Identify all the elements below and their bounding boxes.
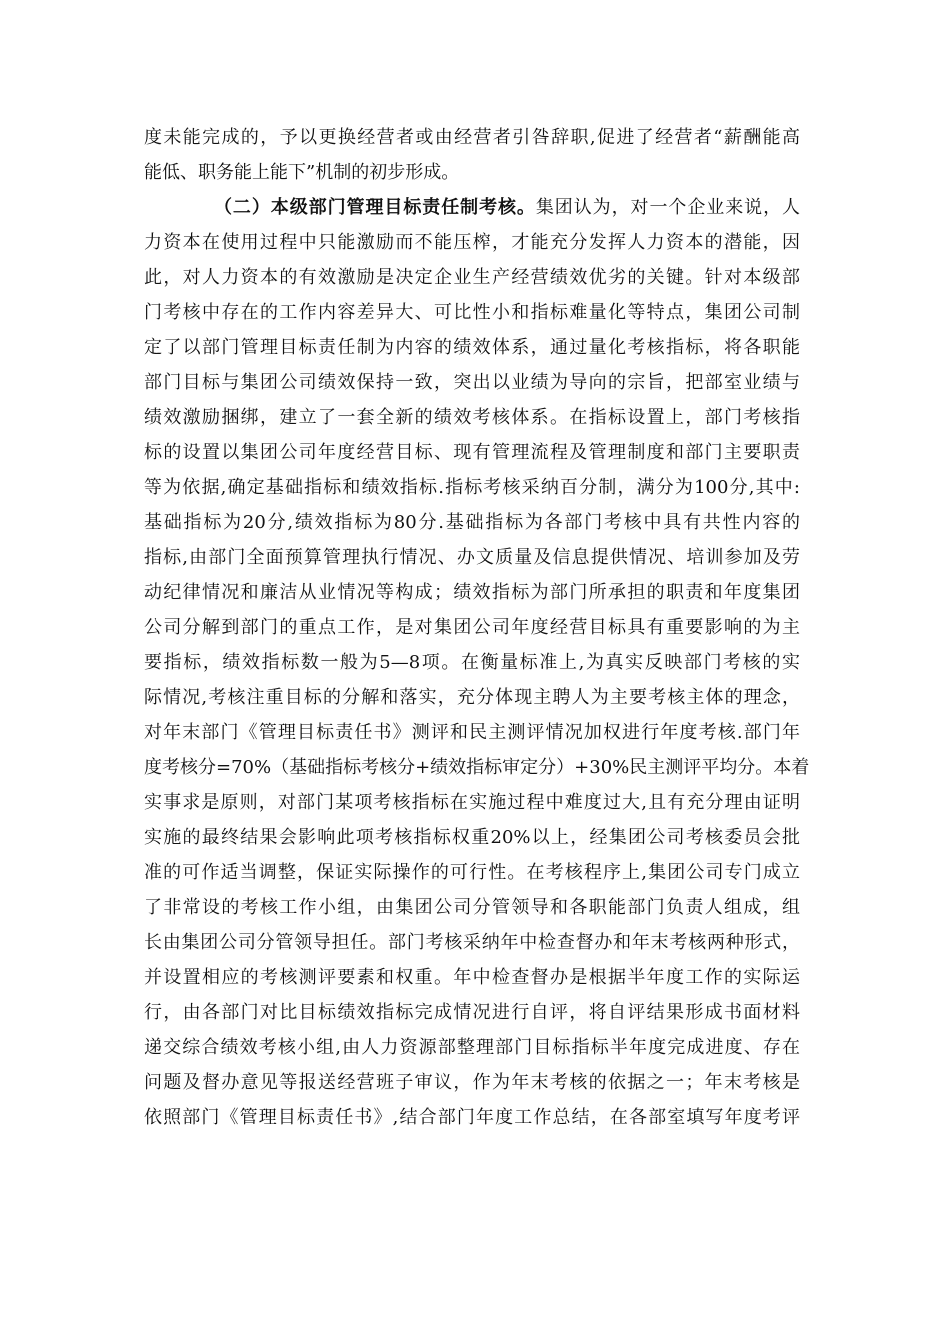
text-line: 此，对人力资本的有效激励是决定企业生产经营绩效优劣的关键。针对本级部 bbox=[144, 267, 800, 288]
text-line: 行，由各部门对比目标绩效指标完成情况进行自评，将自评结果形成书面材料 bbox=[144, 1002, 800, 1023]
section-heading: （二）本级部门管理目标责任制考核。 bbox=[214, 197, 536, 218]
text-line: 问题及督办意见等报送经营班子审议，作为年末考核的依据之一；年末考核是 bbox=[144, 1072, 800, 1093]
section-heading-line bbox=[144, 190, 800, 225]
text-line: 绩效激励捆绑，建立了一套全新的绩效考核体系。在指标设置上，部门考核指 bbox=[144, 407, 800, 428]
text-line: 际情况,考核注重目标的分解和落实，充分体现主聘人为主要考核主体的理念， bbox=[144, 687, 800, 708]
text-line: 对年末部门《管理目标责任书》测评和民主测评情况加权进行年度考核.部门年 bbox=[144, 722, 800, 743]
text-line: 要指标，绩效指标数一般为5—8项。在衡量标准上,为真实反映部门考核的实 bbox=[144, 652, 800, 673]
section-heading-tail: 集团认为，对一个企业来说，人 bbox=[535, 197, 801, 218]
text-line: 递交综合绩效考核小组,由人力资源部整理部门目标指标半年度完成进度、存在 bbox=[144, 1037, 800, 1058]
text-line: 部门目标与集团公司绩效保持一致，突出以业绩为导向的宗旨，把部室业绩与 bbox=[144, 372, 800, 393]
text-line: 了非常设的考核工作小组，由集团公司分管领导和各职能部门负责人组成，组 bbox=[144, 897, 800, 918]
text-line: 标的设置以集团公司年度经营目标、现有管理流程及管理制度和部门主要职责 bbox=[144, 442, 800, 463]
text-line: 依照部门《管理目标责任书》,结合部门年度工作总结，在各部室填写年度考评 bbox=[144, 1107, 800, 1128]
text-line: 长由集团公司分管领导担任。部门考核采纳年中检查督办和年末考核两种形式， bbox=[144, 932, 800, 953]
text-line: 实事求是原则，对部门某项考核指标在实施过程中难度过大,且有充分理由证明 bbox=[144, 792, 800, 813]
text-line: 并设置相应的考核测评要素和权重。年中检查督办是根据半年度工作的实际运 bbox=[144, 967, 800, 988]
text-line: 等为依据,确定基础指标和绩效指标.指标考核采纳百分制，满分为100分,其中: bbox=[144, 477, 800, 498]
text-line: 基础指标为20分,绩效指标为80分.基础指标为各部门考核中具有共性内容的 bbox=[144, 512, 800, 533]
text-line: 度考核分=70%（基础指标考核分+绩效指标审定分）+30%民主测评平均分。本着 bbox=[144, 757, 810, 778]
text-line: 力资本在使用过程中只能激励而不能压榨，才能充分发挥人力资本的潜能，因 bbox=[144, 232, 800, 253]
text-line: 公司分解到部门的重点工作，是对集团公司年度经营目标具有重要影响的为主 bbox=[144, 617, 800, 638]
text-line: 指标,由部门全面预算管理执行情况、办文质量及信息提供情况、培训参加及劳 bbox=[144, 547, 800, 568]
text-line: 能低、职务能上能下”机制的初步形成。 bbox=[144, 162, 460, 183]
body-text bbox=[144, 120, 810, 1135]
text-line: 门考核中存在的工作内容差异大、可比性小和指标难量化等特点，集团公司制 bbox=[144, 302, 800, 323]
text-line: 实施的最终结果会影响此项考核指标权重20%以上，经集团公司考核委员会批 bbox=[144, 827, 800, 848]
text-line: 度未能完成的，予以更换经营者或由经营者引咎辞职,促进了经营者“薪酬能高 bbox=[144, 127, 800, 148]
text-line: 准的可作适当调整，保证实际操作的可行性。在考核程序上,集团公司专门成立 bbox=[144, 862, 800, 883]
text-line: 动纪律情况和廉洁从业情况等构成；绩效指标为部门所承担的职责和年度集团 bbox=[144, 582, 800, 603]
text-line: 定了以部门管理目标责任制为内容的绩效体系，通过量化考核指标，将各职能 bbox=[144, 337, 800, 358]
